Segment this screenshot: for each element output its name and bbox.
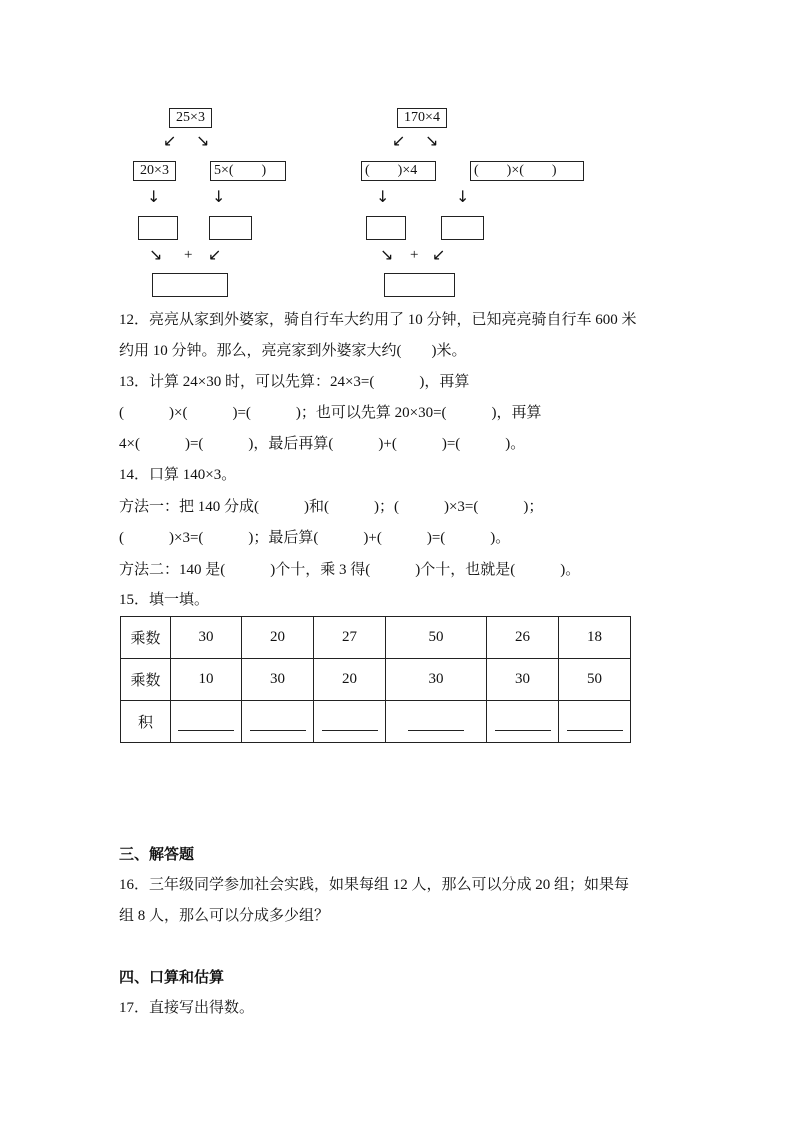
arrow-down-right-icon: ↘: [380, 245, 394, 264]
table-row: [121, 659, 631, 701]
table-cell: 30: [487, 659, 559, 701]
arrow-down-left-icon: ↙: [208, 245, 222, 264]
answer-box[interactable]: [152, 273, 228, 297]
answer-box[interactable]: [366, 216, 406, 240]
answer-blank[interactable]: [242, 701, 314, 743]
arrow-down-left-icon: ↙: [163, 131, 177, 150]
answer-box[interactable]: [441, 216, 484, 240]
row-label: 积: [121, 701, 171, 743]
table-cell: 50: [559, 659, 631, 701]
arrow-down-icon: ↓: [212, 187, 226, 206]
table-cell: 18: [559, 617, 631, 659]
answer-box[interactable]: [209, 216, 252, 240]
arrow-down-left-icon: ↙: [432, 245, 446, 264]
right-top-expression: 170×4: [397, 108, 447, 128]
answer-blank[interactable]: [487, 701, 559, 743]
q13-line1: 13．计算 24×30 时，可以先算：24×3=( )，再算: [119, 374, 470, 390]
table-cell: 50: [386, 617, 487, 659]
arrow-down-right-icon: ↘: [425, 131, 439, 150]
table-cell: 26: [487, 617, 559, 659]
answer-blank[interactable]: [314, 701, 386, 743]
plus-sign: +: [410, 247, 419, 263]
multiplication-table: [120, 616, 631, 743]
table-cell: 20: [314, 659, 386, 701]
row-label: 乘数: [121, 617, 171, 659]
left-split-b: 5×( ): [210, 161, 286, 181]
table-row: [121, 617, 631, 659]
q14-line1: 14．口算 140×3。: [119, 467, 237, 483]
arrow-down-icon: ↓: [147, 187, 161, 206]
q12-line2: 约用 10 分钟。那么，亮亮家到外婆家大约( )米。: [119, 343, 467, 359]
q17-line: 17．直接写出得数。: [119, 1000, 255, 1016]
q14-line2: 方法一：把 140 分成( )和( )；( )×3=( )；: [119, 499, 544, 515]
table-cell: 30: [171, 617, 242, 659]
q15-title: 15．填一填。: [119, 592, 210, 608]
table-cell: 27: [314, 617, 386, 659]
left-top-expression: 25×3: [169, 108, 212, 128]
arrow-down-icon: ↓: [376, 187, 390, 206]
arrow-down-right-icon: ↘: [149, 245, 163, 264]
row-label: 乘数: [121, 659, 171, 701]
right-split-a: ( )×4: [361, 161, 436, 181]
arrow-down-right-icon: ↘: [196, 131, 210, 150]
section3-heading: 三、解答题: [119, 845, 195, 863]
answer-blank[interactable]: [559, 701, 631, 743]
q14-line3: ( )×3=( )；最后算( )+( )=( )。: [119, 530, 511, 546]
answer-box[interactable]: [138, 216, 178, 240]
q13-line3: 4×( )=( )，最后再算( )+( )=( )。: [119, 436, 526, 452]
q14-line4: 方法二：140 是( )个十，乘 3 得( )个十，也就是( )。: [119, 562, 581, 578]
table-cell: 20: [242, 617, 314, 659]
right-split-b: ( )×( ): [470, 161, 584, 181]
answer-blank[interactable]: [386, 701, 487, 743]
left-split-a: 20×3: [133, 161, 176, 181]
section4-heading: 四、口算和估算: [119, 968, 225, 986]
table-cell: 10: [171, 659, 242, 701]
table-cell: 30: [242, 659, 314, 701]
plus-sign: +: [184, 247, 193, 263]
table-cell: 30: [386, 659, 487, 701]
q16-line2: 组 8 人，那么可以分成多少组？: [119, 908, 330, 924]
answer-blank[interactable]: [171, 701, 242, 743]
arrow-down-icon: ↓: [456, 187, 470, 206]
q12-line1: 12．亮亮从家到外婆家，骑自行车大约用了 10 分钟，已知亮亮骑自行车 600 米: [119, 312, 637, 328]
arrow-down-left-icon: ↙: [392, 131, 406, 150]
q16-line1: 16．三年级同学参加社会实践，如果每组 12 人，那么可以分成 20 组；如果每: [119, 877, 630, 893]
answer-box[interactable]: [384, 273, 455, 297]
table-row: [121, 701, 631, 743]
q13-line2: ( )×( )=( )；也可以先算 20×30=( )，再算: [119, 405, 542, 421]
